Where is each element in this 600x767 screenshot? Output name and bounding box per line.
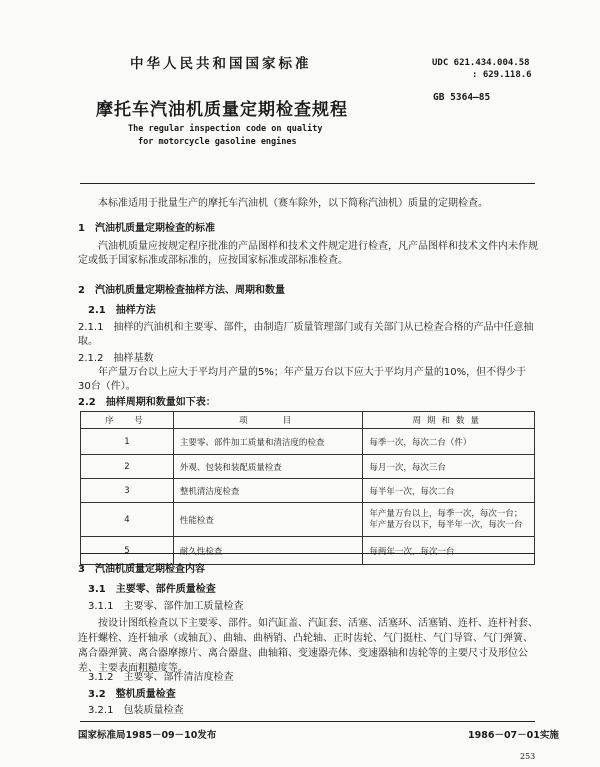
section-3-2-1: 3.2.1 包装质量检查 bbox=[88, 705, 184, 716]
table-row bbox=[81, 455, 535, 479]
udc-code bbox=[432, 57, 532, 81]
footer-rule bbox=[80, 721, 535, 722]
title-en-line-1: The regular inspection code on quality bbox=[128, 124, 323, 134]
header-item: 项 目 bbox=[173, 412, 363, 429]
section-1-text: 汽油机质量应按规定程序批准的产品图样和技术文件规定进行检查，凡产品图样和技术文件内未作规定或低于国家标准或部标准的，应按国家标准或部标准检查。 bbox=[78, 241, 538, 266]
row-no: 5 bbox=[81, 537, 174, 565]
document-title-en bbox=[128, 123, 322, 149]
section-2-1-2: 2.1.2 抽样基数 bbox=[78, 353, 154, 364]
table-row bbox=[81, 537, 535, 565]
section-2-1-1: 2.1.1 抽样的汽油机和主要零、部件，由制造厂质量管理部门或有关部门从已检查合格的产品中任意抽取。 bbox=[78, 322, 534, 347]
row-no: 4 bbox=[81, 503, 174, 537]
udc-line-1: UDC 621.434.004.58 bbox=[432, 58, 530, 68]
row-period bbox=[363, 503, 535, 537]
document-title-cn: 摩托车汽油机质量定期检查规程 bbox=[96, 100, 348, 120]
row-item: 主要零、部件加工质量和清洁度的检查 bbox=[173, 429, 363, 455]
table-row bbox=[81, 479, 535, 503]
section-3-2: 3.2 整机质量检查 bbox=[88, 689, 176, 700]
row-period: 每两年一次，每次一台 bbox=[363, 537, 535, 565]
row-period: 每月一次，每次三台 bbox=[363, 455, 535, 479]
row-no: 3 bbox=[81, 479, 174, 503]
effective-date: 1986－07－01实施 bbox=[468, 730, 559, 741]
top-rule bbox=[80, 183, 535, 184]
title-en-line-2: for motorcycle gasoline engines bbox=[138, 137, 297, 147]
sampling-table bbox=[80, 411, 535, 565]
section-3-1: 3.1 主要零、部件质量检查 bbox=[88, 584, 216, 595]
table-bottom-rule bbox=[80, 553, 535, 554]
section-2-1-2-text: 年产量万台以上应大于平均月产量的5%；年产量万台以下应大于平均月产量的10%，但不得少于30台（件）。 bbox=[78, 367, 527, 392]
row-no: 2 bbox=[81, 455, 174, 479]
table-row bbox=[81, 429, 535, 455]
udc-line-2: : 629.118.6 bbox=[472, 70, 532, 80]
row-period: 每季一次，每次二台（件） bbox=[363, 429, 535, 455]
row-item: 外观、包装和装配质量检查 bbox=[173, 455, 363, 479]
gb-code: GB 5364—85 bbox=[433, 92, 491, 103]
intro-paragraph: 本标准适用于批量生产的摩托车汽油机（赛车除外，以下简称汽油机）质量的定期检查。 bbox=[98, 198, 488, 209]
section-3-1-1-text: 按设计图纸检查以下主要零、部件。如汽缸盖、汽缸套、活塞、活塞环、活塞销、连杆、连杆衬套、连杆螺栓、连杆轴承（或轴瓦）、曲轴、曲柄销、凸轮轴、正时齿轮、气门挺柱、气门导管、气门弹簧、离合器弹簧、离合器摩擦片、离合器盘、曲轴箱、变速器壳体、变速器轴和齿轮等的主要尺寸及形位公差、主要表面粗糙度等。 bbox=[78, 618, 538, 674]
table-row bbox=[81, 503, 535, 537]
header-no: 序 号 bbox=[81, 412, 174, 429]
row-item: 性能检查 bbox=[173, 503, 363, 537]
row-item: 耐久性检查 bbox=[173, 537, 363, 565]
row-item: 整机清洁度检查 bbox=[173, 479, 363, 503]
section-3-title: 3 汽油机质量定期检查内容 bbox=[78, 564, 205, 575]
section-3-1-1: 3.1.1 主要零、部件加工质量检查 bbox=[88, 601, 244, 612]
header-period: 周期和数量 bbox=[363, 412, 535, 429]
section-1-title: 1 汽油机质量定期检查的标准 bbox=[78, 223, 215, 234]
page-number: 253 bbox=[520, 752, 536, 761]
section-3-1-2: 3.1.2 主要零、部件清洁度检查 bbox=[88, 672, 234, 683]
row-period: 每半年一次，每次二台 bbox=[363, 479, 535, 503]
section-2-2: 2.2 抽样周期和数量如下表： bbox=[78, 397, 216, 408]
standard-name: 中华人民共和国国家标准 bbox=[130, 56, 312, 72]
row-period-line-2: 年产量万台以下，每半年一次，每次一台 bbox=[369, 519, 523, 530]
issue-date: 国家标准局1985－09－10发布 bbox=[78, 730, 217, 741]
table-header-row bbox=[81, 412, 535, 429]
row-no: 1 bbox=[81, 429, 174, 455]
section-2-1: 2.1 抽样方法 bbox=[88, 305, 156, 316]
section-2-title: 2 汽油机质量定期检查抽样方法、周期和数量 bbox=[78, 285, 285, 296]
row-period-line-1: 年产量万台以上，每季一次，每次一台； bbox=[369, 508, 523, 519]
